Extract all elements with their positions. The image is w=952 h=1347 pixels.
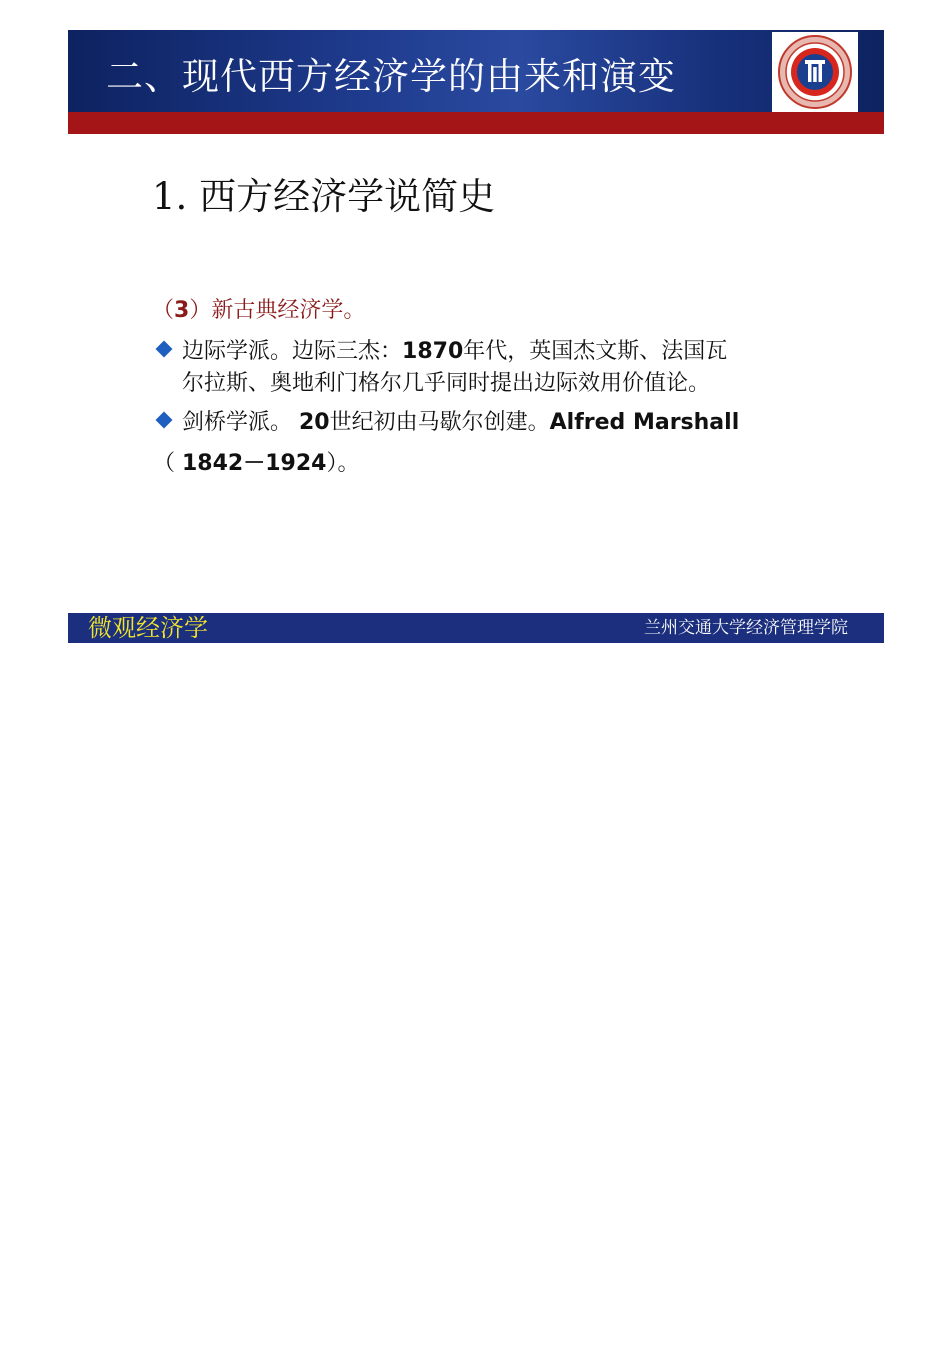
bullet1-line1 [182,334,727,365]
dates-line [153,446,359,477]
diamond-bullet-icon [156,341,173,358]
university-seal-icon [772,32,858,112]
section-heading [152,293,365,324]
dates-years: 1842－1924 [182,451,327,476]
bullet1-text-b: 年代，英国杰文斯、法国瓦 [463,339,728,364]
bullet2-text-a: 剑桥学派。 [182,410,299,435]
diamond-bullet-icon [156,412,173,429]
section-number: 3 [174,298,190,323]
bullet1-line2: 尔拉斯、奥地利门格尔几乎同时提出边际效用价值论。 [182,371,711,396]
header-accent-bar [68,112,884,134]
dates-open: （ [153,451,182,476]
course-name: 微观经济学 [88,614,208,642]
dates-close: ）。 [326,451,360,476]
bullet2-name: Alfred Marshall [549,410,740,435]
slide-header [68,30,884,112]
bullet2-text-b: 世纪初由马歇尔创建。 [329,410,550,435]
university-logo [772,32,858,112]
bullet1-year: 1870 [402,339,464,364]
section-title-text: ）新古典经济学。 [189,298,366,323]
bullet2-number: 20 [299,410,330,435]
section-open-paren: （ [152,298,175,323]
bullet2-line [182,405,739,436]
slide-footer [68,613,884,643]
bullet1-text-a: 边际学派。边际三杰： [182,339,403,364]
slide-subtitle: 1. 西方经济学说简史 [152,175,496,218]
institution-name: 兰州交通大学经济管理学院 [644,618,848,638]
slide-title: 二、现代西方经济学的由来和演变 [106,55,676,98]
